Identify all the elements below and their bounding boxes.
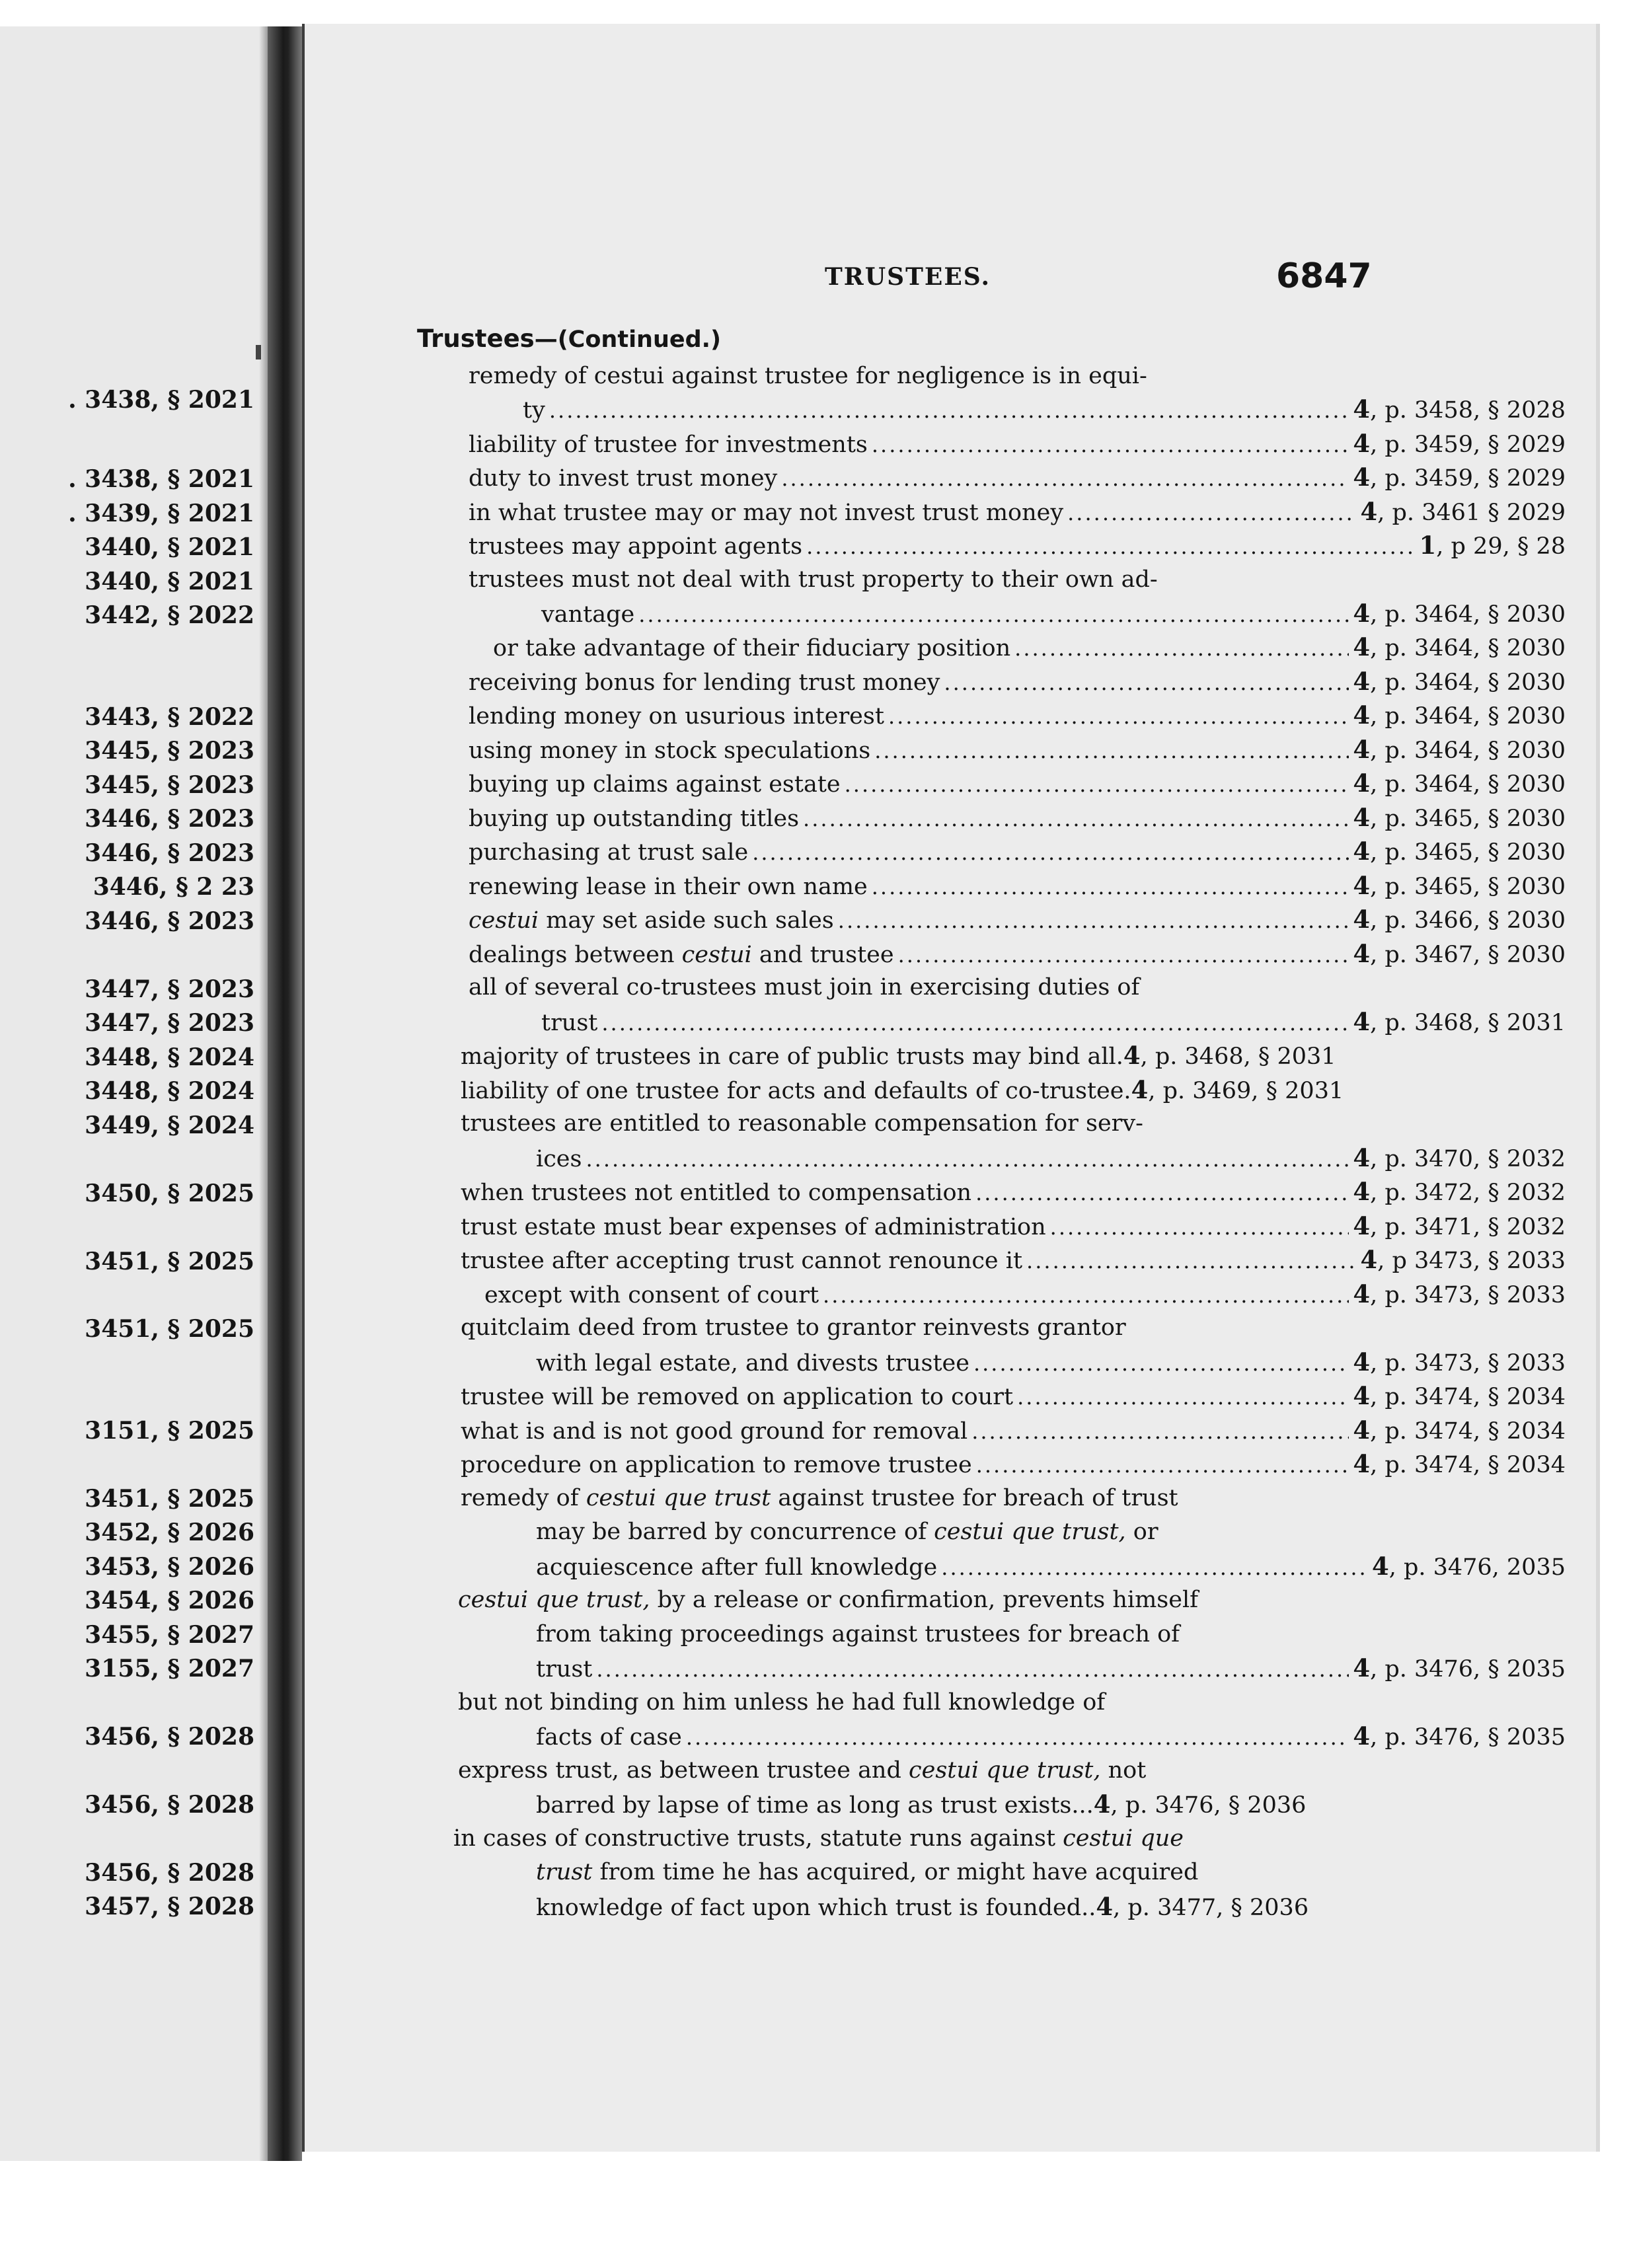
left-page-fragment: 3446, § 2 23 [93,873,254,901]
entry-reference: 4, p 3473, § 2033 [1360,1245,1566,1274]
index-entry-line: ty ..... 4, p. 3458, § 2028 [523,394,1566,424]
leader-dots [941,1552,1368,1583]
index-entry-line: when trustees not entitled to compensation ..... 4, p. 3472, § 2032 [461,1176,1566,1207]
index-entry-line: cestui que trust, by a release or confirmation, prevents himself [458,1587,1199,1613]
left-page-fragment: 3456, § 2028 [85,1723,254,1751]
left-page-fragment: 3450, § 2025 [85,1180,254,1207]
entry-reference: 4, p. 3474, § 2034 [1353,1449,1566,1478]
entry-reference: 4, p. 3469, § 2031 [1131,1075,1344,1104]
leader-dots [781,463,1349,494]
left-page-fragment: 3440, § 2021 [85,568,254,595]
index-entry-line: purchasing at trust sale ..... 4, p. 3465, § 2030 [469,836,1566,866]
index-entry-line: except with consent of court ..... 4, p. 3473, § 2033 [484,1279,1566,1309]
index-entry-line: trustee after accepting trust cannot renounce it ..... 4, p 3473, § 2033 [461,1244,1566,1275]
index-entry-line: trustees must not deal with trust property to their own ad- [469,566,1158,593]
left-page-fragment: 3456, § 2028 [85,1859,254,1887]
left-page-fragment: . 3439, § 2021 [68,500,254,527]
index-entry-line: with legal estate, and divests trustee ..... 4, p. 3473, § 2033 [536,1347,1566,1377]
index-entry-line: remedy of cestui que trust against trustee for breach of trust [461,1485,1178,1511]
entry-reference: 4, p. 3472, § 2032 [1353,1177,1566,1206]
leader-dots [586,1144,1349,1174]
left-page-remnant [0,26,270,2161]
entry-reference: 4, p. 3465, § 2030 [1353,837,1566,866]
entry-reference: 4, p. 3465, § 2030 [1353,803,1566,832]
entry-reference: 4, p. 3464, § 2030 [1353,632,1566,662]
left-page-fragment: 3452, § 2026 [85,1519,254,1546]
left-page-edge-shadow [259,26,268,2161]
left-page-fragment: 3455, § 2027 [85,1621,254,1649]
index-entry-line: barred by lapse of time as long as trust exists... 4, p. 3476, § 2036 [536,1789,1566,1819]
entry-reference: 4, p. 3473, § 2033 [1353,1347,1566,1377]
left-page-fragment: 3446, § 2023 [85,805,254,833]
leader-dots [944,667,1349,698]
leader-dots [973,1348,1349,1379]
index-entry-line: knowledge of fact upon which trust is founded.. 4, p. 3477, § 2036 [536,1891,1566,1922]
index-entry-line: facts of case ..... 4, p. 3476, § 2035 [536,1721,1566,1751]
left-page-fragment: 3448, § 2024 [85,1077,254,1105]
left-page-fragment: 3451, § 2025 [85,1485,254,1513]
index-entry-line: trustees are entitled to reasonable compensation for serv- [461,1110,1144,1137]
index-entry-line: liability of trustee for investments ..... 4, p. 3459, § 2029 [469,428,1566,459]
leader-dots [976,1450,1349,1480]
leader-dots [686,1722,1349,1753]
right-page [302,24,1600,2152]
entry-reference: 4, p. 3461 § 2029 [1360,497,1566,526]
leader-dots [872,430,1349,460]
leader-dots [1014,633,1349,663]
index-entry-line: or take advantage of their fiduciary position ..... 4, p. 3464, § 2030 [493,632,1566,662]
entry-reference: 4, p. 3470, § 2032 [1353,1143,1566,1172]
running-head: TRUSTEES. [825,263,991,291]
leader-dots [752,837,1349,868]
leader-dots [1026,1246,1356,1276]
entry-reference: 4, p. 3476, § 2035 [1353,1653,1566,1682]
index-entry-line: trustee will be removed on application to court ..... 4, p. 3474, § 2034 [461,1380,1566,1411]
entry-reference: 4, p. 3477, § 2036 [1096,1892,1309,1921]
left-page-fragment: 3151, § 2025 [85,1417,254,1445]
entry-reference: 4, p. 3467, § 2030 [1353,939,1566,968]
left-page-fragment: 3451, § 2025 [85,1248,254,1275]
index-entry-line: may be barred by concurrence of cestui que trust, or [536,1519,1158,1545]
left-page-fragment: 3445, § 2023 [85,771,254,799]
entry-reference: 4, p. 3476, § 2036 [1093,1790,1307,1819]
page-number: 6847 [1276,256,1372,296]
index-entry-line: trust ..... 4, p. 3476, § 2035 [536,1653,1566,1683]
index-entry-line: quitclaim deed from trustee to grantor reinvests grantor [461,1314,1126,1341]
index-entry-line: trust from time he has acquired, or might have acquired [536,1859,1199,1885]
index-entry-line: express trust, as between trustee and cestui que trust, not [458,1757,1147,1784]
left-page-fragment: 3442, § 2022 [85,601,254,629]
leader-dots [874,736,1349,766]
index-entry-line: lending money on usurious interest ..... 4, p. 3464, § 2030 [469,700,1566,730]
left-page-fragment: 3454, § 2026 [85,1587,254,1614]
leader-dots [838,905,1349,936]
index-entry-line: vantage ..... 4, p. 3464, § 2030 [541,598,1566,628]
index-entry-line: receiving bonus for lending trust money ..... 4, p. 3464, § 2030 [469,666,1566,697]
book-gutter [268,26,302,2161]
leader-dots [971,1416,1349,1447]
left-page-fragment: . 3438, § 2021 [68,386,254,414]
leader-dots [596,1654,1349,1684]
leader-dots [898,940,1349,970]
left-page-fragment: 3448, § 2024 [85,1043,254,1071]
index-entry-line: buying up outstanding titles ..... 4, p. 3465, § 2030 [469,802,1566,833]
entry-reference: 4, p. 3459, § 2029 [1353,429,1566,458]
leader-dots [803,804,1349,834]
index-entry-line: procedure on application to remove trustee ..... 4, p. 3474, § 2034 [461,1449,1566,1479]
index-entry-line: majority of trustees in care of public trusts may bind all. 4, p. 3468, § 2031 [461,1040,1566,1071]
entry-reference: 4, p. 3464, § 2030 [1353,735,1566,764]
entry-reference: 4, p. 3459, § 2029 [1353,463,1566,492]
leader-dots [1017,1382,1349,1412]
index-entry-line: all of several co-trustees must join in exercising duties of [469,974,1140,1001]
leader-dots [975,1178,1349,1208]
index-entry-line: liability of one trustee for acts and defaults of co-trustee. 4, p. 3469, § 2031 [461,1075,1566,1105]
index-entry-line: renewing lease in their own name ..... 4, p. 3465, § 2030 [469,870,1566,901]
index-entry-line: acquiescence after full knowledge ..... 4, p. 3476, 2035 [536,1551,1566,1581]
entry-reference: 4, p. 3476, § 2035 [1353,1721,1566,1751]
left-page-fragment: 3449, § 2024 [85,1112,254,1139]
left-page-fragment: 3155, § 2027 [85,1655,254,1682]
entry-reference: 4, p. 3473, § 2033 [1353,1279,1566,1308]
entry-reference: 4, p. 3468, § 2031 [1353,1007,1566,1036]
index-entry-line: but not binding on him unless he had full knowledge of [458,1689,1106,1716]
entry-reference: 4, p. 3474, § 2034 [1353,1416,1566,1445]
left-page-fragment: 3446, § 2023 [85,839,254,867]
leader-dots [823,1280,1349,1310]
entry-reference: 4, p. 3458, § 2028 [1353,395,1566,424]
entry-reference: 4, p. 3474, § 2034 [1353,1381,1566,1410]
index-entry-line: from taking proceedings against trustees for breach of [536,1621,1180,1647]
left-page-fragment: 3447, § 2023 [85,975,254,1003]
index-entry-line: duty to invest trust money ..... 4, p. 3459, § 2029 [469,462,1566,492]
entry-reference: 4, p. 3464, § 2030 [1353,667,1566,696]
entry-reference: 4, p. 3466, § 2030 [1353,905,1566,934]
section-term: Trustees [417,324,535,353]
entry-reference: 4, p. 3464, § 2030 [1353,700,1566,730]
entry-reference: 4, p. 3471, § 2032 [1353,1211,1566,1240]
entry-reference: 4, p. 3465, § 2030 [1353,871,1566,900]
index-entry-line: what is and is not good ground for removal ..... 4, p. 3474, § 2034 [461,1415,1566,1445]
leader-dots [845,769,1349,800]
leader-dots [549,395,1349,426]
section-continued-note: —(Continued.) [534,326,721,353]
index-entry-line: cestui may set aside such sales ..... 4, p. 3466, § 2030 [469,904,1566,934]
leader-dots [806,531,1415,562]
index-entry-line: ices ..... 4, p. 3470, § 2032 [536,1143,1566,1173]
left-page-fragment: 3445, § 2023 [85,737,254,765]
left-page-fragment: . 3438, § 2021 [68,465,254,493]
leader-dots [1067,498,1356,528]
index-entry-line: trust estate must bear expenses of administration ..... 4, p. 3471, § 2032 [461,1211,1566,1241]
entry-reference: 4, p. 3476, 2035 [1371,1552,1566,1581]
left-page-fragment: 3453, § 2026 [85,1553,254,1581]
index-entries [305,24,1600,2152]
index-entry-line: using money in stock speculations ..... 4, p. 3464, § 2030 [469,734,1566,765]
left-page-fragment: 3451, § 2025 [85,1315,254,1343]
leader-dots [872,872,1349,902]
entry-reference: 4, p. 3468, § 2031 [1123,1041,1336,1070]
index-entry-line: in what trustee may or may not invest trust money ..... 4, p. 3461 § 2029 [469,496,1566,527]
leader-dots [888,701,1349,732]
entry-reference: 1, p 29, § 28 [1419,531,1566,560]
left-page-fragment: 3447, § 2023 [85,1009,254,1037]
index-entry-line: trust ..... 4, p. 3468, § 2031 [541,1006,1566,1037]
entry-reference: 4, p. 3464, § 2030 [1353,769,1566,798]
left-page-fragment: 3443, § 2022 [85,703,254,731]
index-entry-line: buying up claims against estate ..... 4, p. 3464, § 2030 [469,768,1566,798]
index-entry-line: remedy of cestui against trustee for negligence is in equi- [469,363,1147,389]
entry-reference: 4, p. 3464, § 2030 [1353,599,1566,628]
left-page-fragment: 3457, § 2028 [85,1893,254,1920]
leader-dots [638,599,1349,630]
index-entry-line: trustees may appoint agents ..... 1, p 29, § 28 [469,530,1566,560]
leader-dots [601,1008,1349,1038]
left-page-fragment: 3456, § 2028 [85,1791,254,1819]
leader-dots [1050,1212,1349,1242]
index-entry-line: in cases of constructive trusts, statute runs against cestui que [453,1825,1184,1852]
left-page-fragment: 3446, § 2023 [85,907,254,935]
index-entry-line: dealings between cestui and trustee ..... 4, p. 3467, § 2030 [469,938,1566,969]
left-page-fragment: 3440, § 2021 [85,533,254,561]
